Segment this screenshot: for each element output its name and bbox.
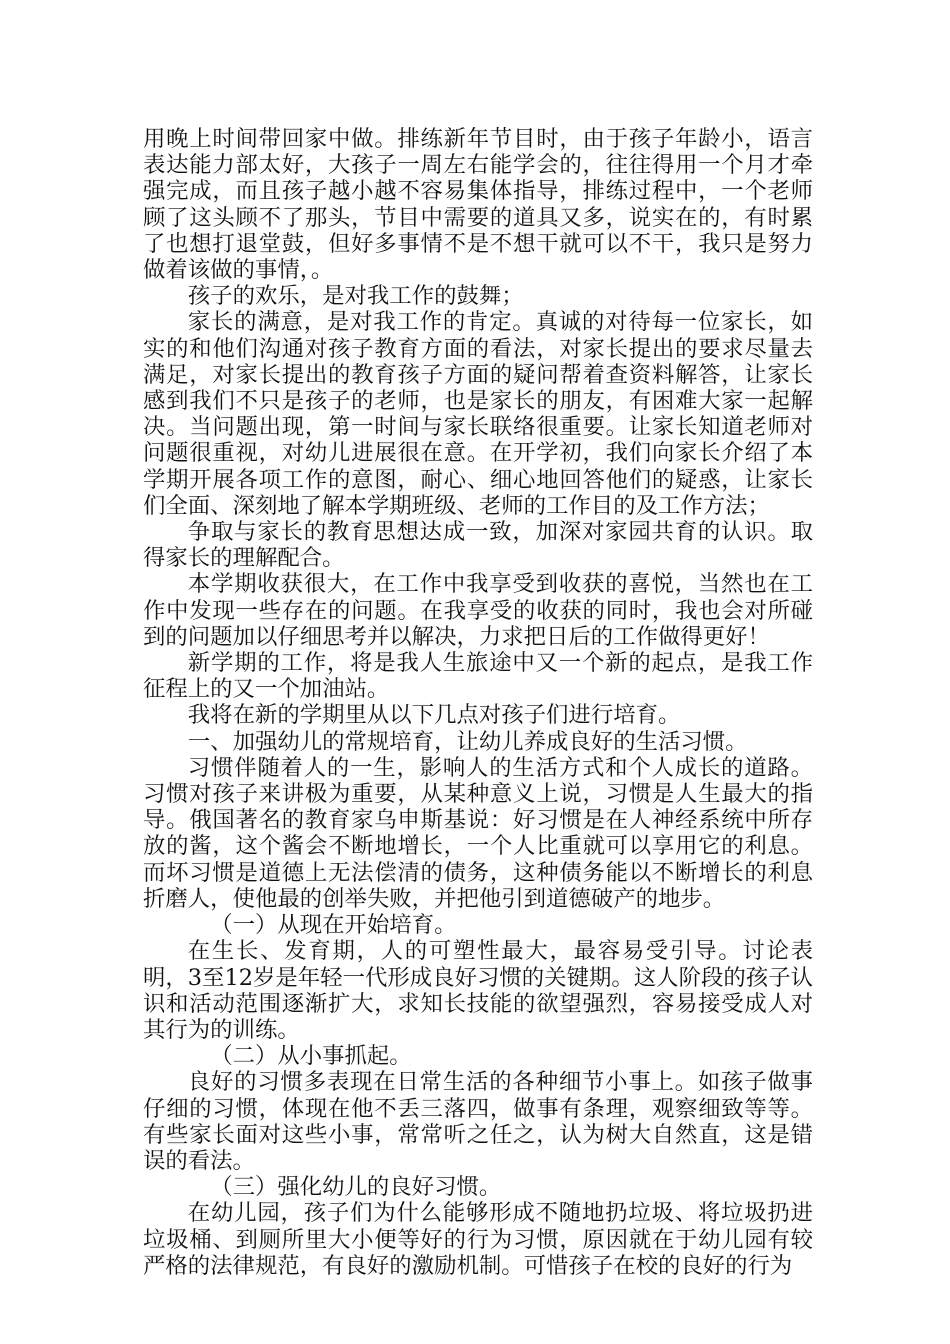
subsection-heading: （三）强化幼儿的良好习惯。	[210, 1174, 502, 1201]
subsection-heading: （二）从小事抓起。	[210, 1043, 412, 1070]
paragraph: 家长的满意，是对我工作的肯定。真诚的对待每一位家长，如实的和他们沟通对孩子教育方面的看法，对家长提出的要求尽量去满足，对家长提出的教育孩子方面的疑问帮着查资料解答，让家长感到我们不只是孩子的老师，也是家长的朋友，有困难大家一起解决。当问题出现，第一时间与家长联络很重要。让家长知道老师对问题很重视，对幼儿进展很在意。在开学初，我们向家长介绍了本学期开展各项工作的意图，耐心、细心地回答他们的疑惑，让家长们全面、深刻地了解本学期班级、老师的工作目的及工作方法；	[143, 309, 813, 519]
paragraph: 我将在新的学期里从以下几点对孩子们进行培育。	[187, 702, 681, 729]
paragraph: 良好的习惯多表现在日常生活的各种细节小事上。如孩子做事仔细的习惯，体现在他不丢三落四，做事有条理，观察细致等等。有些家长面对这些小事，常常听之任之，认为树大自然直，这是错误的看法。	[143, 1069, 813, 1174]
paragraph: 本学期收获很大，在工作中我享受到收获的喜悦，当然也在工作中发现一些存在的问题。在我享受的收获的同时，我也会对所碰到的问题加以仔细思考并以解决，力求把日后的工作做得更好！	[143, 571, 813, 650]
paragraph: 新学期的工作，将是我人生旅途中又一个新的起点，是我工作征程上的又一个加油站。	[143, 650, 813, 703]
paragraph: 用晚上时间带回家中做。排练新年节目时，由于孩子年龄小，语言表达能力部太好，大孩子一周左右能学会的，往往得用一个月才牵强完成，而且孩子越小越不容易集体指导，排练过程中，一个老师顾了这头顾不了那头，节目中需要的道具又多，说实在的，有时累了也想打退堂鼓，但好多事情不是不想干就可以不干，我只是努力做着该做的事情，。	[143, 126, 813, 284]
subsection-heading: （一）从现在开始培育。	[210, 912, 457, 939]
paragraph: 习惯伴随着人的一生，影响人的生活方式和个人成长的道路。习惯对孩子来讲极为重要，从某种意义上说，习惯是人生最大的指导。俄国著名的教育家乌申斯基说：好习惯是在人神经系统中所存放的酱，这个酱会不断地增长，一个人比重就可以享用它的利息。而坏习惯是道德上无法偿清的债务，这种债务能以不断增长的利息折磨人，使他最的创举失败，并把他引到道德破产的地步。	[143, 754, 813, 912]
paragraph: 在幼儿园，孩子们为什么能够形成不随地扔垃圾、将垃圾扔进垃圾桶、到厕所里大小便等好的行为习惯，原因就在于幼儿园有较严格的法律规范，有良好的激励机制。可惜孩子在校的良好的行为	[143, 1200, 813, 1279]
paragraph: 争取与家长的教育思想达成一致，加深对家园共育的认识。取得家长的理解配合。	[143, 519, 813, 572]
paragraph: 孩子的欢乐，是对我工作的鼓舞；	[187, 283, 524, 310]
paragraph: 在生长、发育期，人的可塑性最大，最容易受引导。讨论表明，3至12岁是年轻一代形成良好习惯的关键期。这人阶段的孩子认识和活动范围逐渐扩大，求知长技能的欲望强烈，容易接受成人对其行为的训练。	[143, 938, 813, 1043]
document-body	[143, 126, 813, 1279]
section-heading: 一、加强幼儿的常规培育，让幼儿养成良好的生活习惯。	[187, 728, 748, 755]
